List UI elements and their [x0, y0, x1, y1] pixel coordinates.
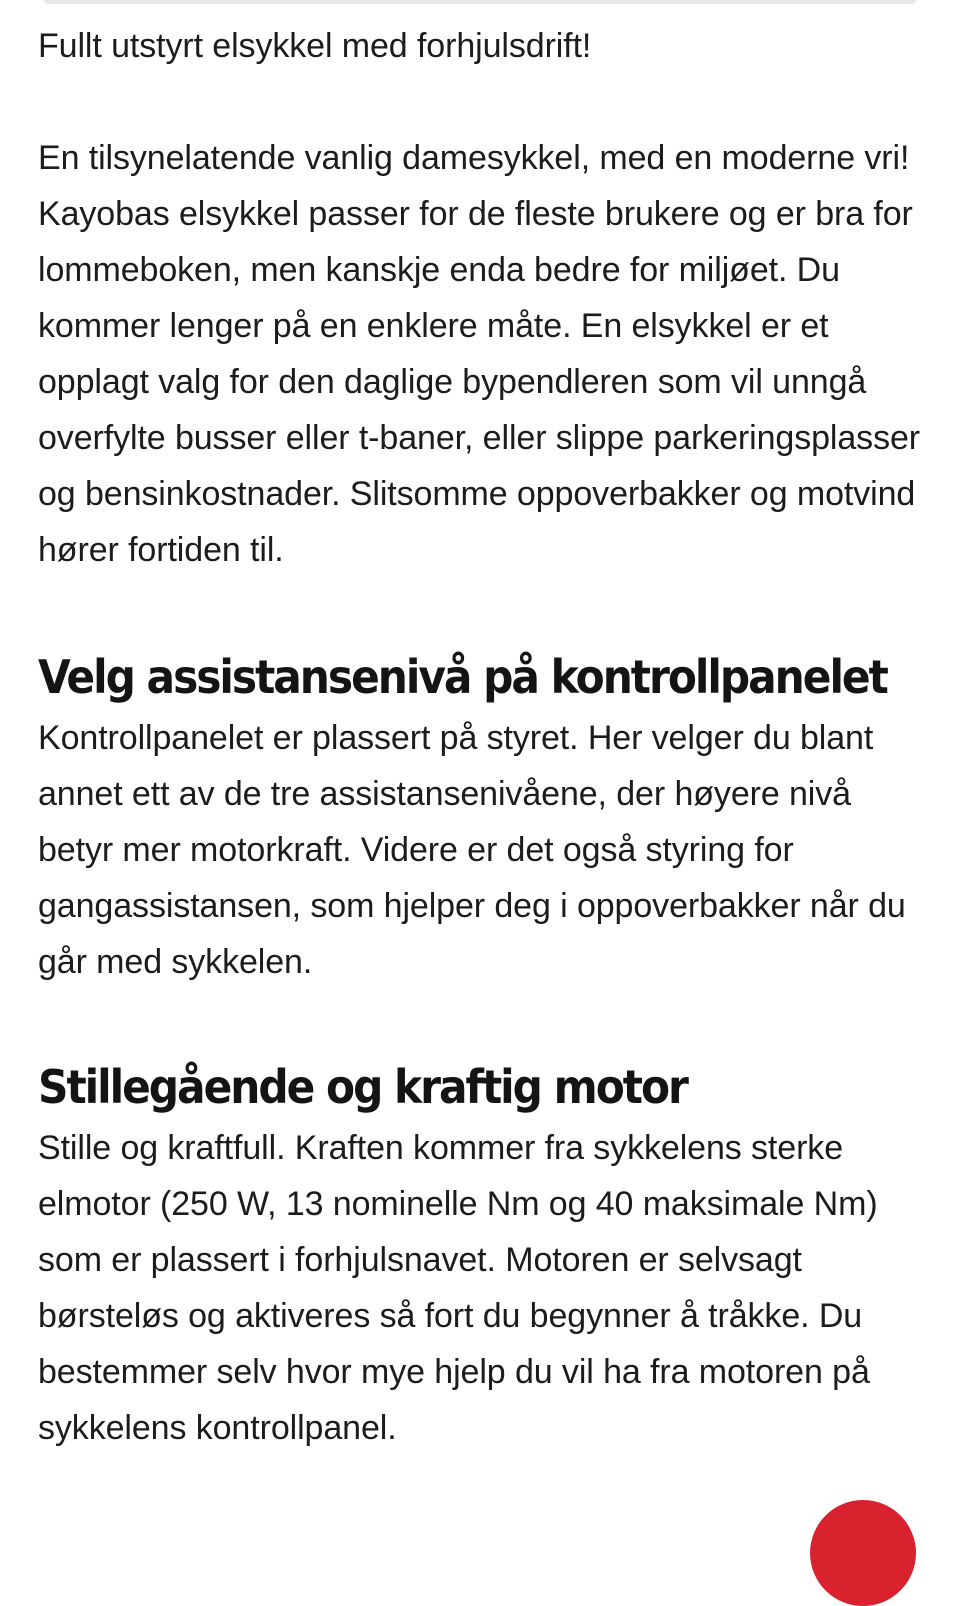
intro-paragraph: En tilsynelatende vanlig damesykkel, med en moderne vri! Kayobas elsykkel passer for de fleste brukere og er bra for lommeboken, men kanskje enda bedre for miljøet. Du kommer lenger på en enklere måte. En elsykkel er et opplagt valg for den daglige bypendleren som vil unngå overfylte busser eller t-baner, eller slippe parkeringsplasser og bensinkostnader. Slitsomme oppoverbakker og motvind hører fortiden til.: [38, 139, 921, 569]
floating-action-button[interactable]: [810, 1500, 916, 1606]
section-heading: Velg assistansenivå på kontrollpanelet: [38, 650, 887, 704]
product-tagline: Fullt utstyrt elsykkel med forhjulsdrift!: [38, 27, 592, 65]
section-body: Stille og kraftfull. Kraften kommer fra sykkelens sterke elmotor (250 W, 13 nominelle Nm og 40 maksimale Nm) som er plassert i forhjulsnavet. Motoren er selvsagt børsteløs og aktiveres så fort du begynner å tråkke. Du bestemmer selv hvor mye hjelp du vil ha fra motoren på sykkelens kontrollpanel.: [38, 1129, 878, 1447]
product-description: [38, 18, 928, 1520]
section-control-panel: [38, 644, 928, 990]
section-body: Kontrollpanelet er plassert på styret. Her velger du blant annet ett av de tre assistansenivåene, der høyere nivå betyr mer motorkraft. Videre er det også styring for gangassistansen, som hjelper deg i oppoverbakker når du går med sykkelen.: [38, 719, 906, 981]
top-divider: [44, 0, 916, 4]
section-heading: Stillegående og kraftig motor: [38, 1060, 687, 1114]
section-motor: [38, 1054, 928, 1456]
